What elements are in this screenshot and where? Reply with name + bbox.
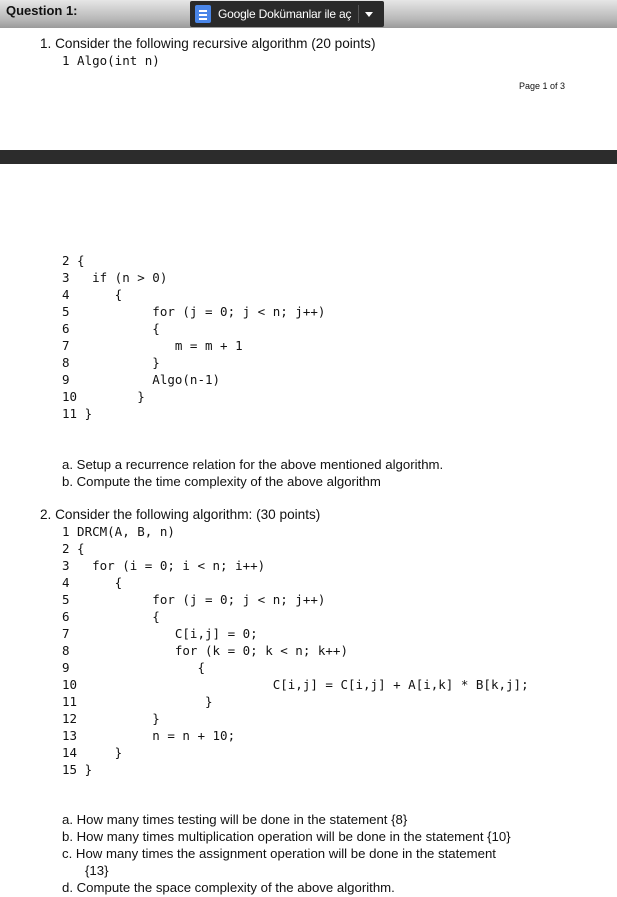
google-docs-icon — [195, 5, 211, 23]
q2-code-line: 5 for (j = 0; j < n; j++) — [62, 592, 326, 607]
q2-code-line: 9 { — [62, 660, 205, 675]
q1-item: b. Compute the time complexity of the above algorithm — [62, 474, 381, 489]
q2-item: {13} — [85, 863, 109, 878]
button-separator — [358, 5, 359, 23]
q1-code-line: 9 Algo(n-1) — [62, 372, 221, 387]
q2-code-line: 8 for (k = 0; k < n; k++) — [62, 643, 348, 658]
q1-title: 1. Consider the following recursive algorithm (20 points) — [40, 36, 376, 51]
q2-code-line: 15 } — [62, 762, 93, 777]
q1-code-line: 11 } — [62, 406, 93, 421]
q2-code-line: 1 DRCM(A, B, n) — [62, 524, 175, 539]
q1-code-line: 6 { — [62, 321, 160, 336]
page-indicator: Page 1 of 3 — [518, 81, 565, 91]
q2-item: b. How many times multiplication operation will be done in the statement {10} — [62, 829, 511, 844]
q1-code-line: 3 if (n > 0) — [62, 270, 168, 285]
chevron-down-icon[interactable] — [365, 12, 373, 17]
q2-code-line: 2 { — [62, 541, 85, 556]
q2-code-line: 14 } — [62, 745, 123, 760]
q1-code-line: 4 { — [62, 287, 123, 302]
q2-item: a. How many times testing will be done in the statement {8} — [62, 812, 408, 827]
open-with-label: Google Dokümanlar ile aç — [218, 7, 352, 21]
q1-code-line: 10 } — [62, 389, 145, 404]
q2-code-line: 4 { — [62, 575, 123, 590]
page-separator — [0, 150, 617, 164]
q2-item: d. Compute the space complexity of the above algorithm. — [62, 880, 395, 895]
question-label: Question 1: — [6, 3, 78, 18]
q1-code-line: 1 Algo(int n) — [62, 53, 160, 68]
q2-code-line: 13 n = n + 10; — [62, 728, 236, 743]
open-with-google-docs-button[interactable] — [190, 1, 384, 27]
q1-item: a. Setup a recurrence relation for the above mentioned algorithm. — [62, 457, 444, 472]
q2-code-line: 12 } — [62, 711, 160, 726]
q2-code-line: 6 { — [62, 609, 160, 624]
q2-title: 2. Consider the following algorithm: (30 points) — [40, 507, 321, 522]
q1-code-line: 7 m = m + 1 — [62, 338, 243, 353]
q1-code-line: 5 for (j = 0; j < n; j++) — [62, 304, 326, 319]
q2-item: c. How many times the assignment operation will be done in the statement — [62, 846, 496, 861]
q2-code-line: 10 C[i,j] = C[i,j] + A[i,k] * B[k,j]; — [62, 677, 529, 692]
q2-code-line: 3 for (i = 0; i < n; i++) — [62, 558, 266, 573]
q1-code-line: 8 } — [62, 355, 160, 370]
q1-code-line: 2 { — [62, 253, 85, 268]
q2-code-line: 7 C[i,j] = 0; — [62, 626, 258, 641]
q2-code-line: 11 } — [62, 694, 213, 709]
